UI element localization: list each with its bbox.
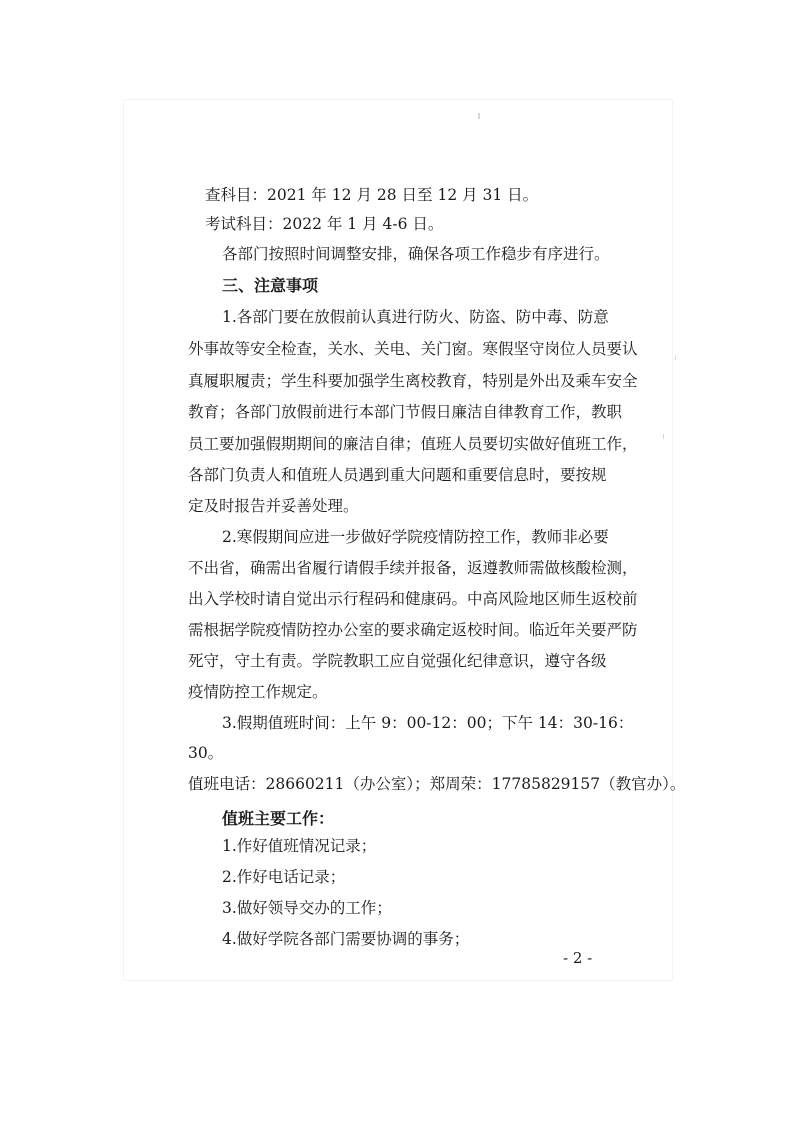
duty-work-heading: 值班主要工作： (222, 809, 335, 828)
safety-paragraph-line: 各部门负责人和值班人员遇到重大问题和重要信息时，要按规 (188, 466, 607, 484)
scan-mark (478, 113, 480, 119)
page-number: - 2 - (563, 949, 593, 967)
safety-paragraph-line: 定及时报告并妥善处理。 (188, 497, 359, 515)
safety-paragraph-line: 员工要加强假期期间的廉洁自律；值班人员要切实做好值班工作， (188, 435, 638, 453)
epidemic-paragraph-line: 出入学校时请自觉出示行程码和健康码。中高风险地区师生返校前 (188, 590, 638, 608)
duty-phone-line: 值班电话：28660211（办公室）；郑周荣：17785829157（教官办）。 (188, 775, 686, 793)
epidemic-paragraph-line: 死守，守土有责。学院教职工应自觉强化纪律意识，遵守各级 (188, 652, 607, 670)
duty-task-item: 1.作好值班情况记录； (222, 837, 377, 855)
safety-paragraph-line: 真履职履责；学生科要加强学生离校教育，特别是外出及乘车安全 (188, 372, 638, 390)
epidemic-paragraph-line: 不出省，确需出省履行请假手续并报备，返遵教师需做核酸检测， (188, 559, 638, 577)
safety-paragraph-line: 教育；各部门放假前进行本部门节假日廉洁自律教育工作，教职 (188, 403, 623, 421)
scan-mark (663, 434, 664, 439)
scan-mark (675, 355, 676, 360)
section-heading: 三、注意事项 (222, 276, 319, 295)
safety-paragraph-line: 1.各部门要在放假前认真进行防火、防盗、防中毒、防意 (222, 308, 609, 326)
schedule-note: 各部门按照时间调整安排，确保各项工作稳步有序进行。 (222, 245, 610, 263)
duty-task-item: 2.作好电话记录； (222, 868, 346, 886)
epidemic-paragraph-line: 疫情防控工作规定。 (188, 683, 328, 701)
epidemic-paragraph-line: 2.寒假期间应进一步做好学院疫情防控工作，教师非必要 (222, 528, 609, 546)
duty-time-line: 30。 (188, 744, 224, 762)
duty-task-item: 4.做好学院各部门需要协调的事务； (222, 930, 470, 948)
duty-task-item: 3.做好领导交办的工作； (222, 899, 392, 917)
duty-time-line: 3.假期值班时间：上午 9：00-12：00；下午 14：30-16： (222, 714, 634, 732)
exam-date-line: 考试科目：2022 年 1 月 4-6 日。 (205, 215, 444, 233)
epidemic-paragraph-line: 需根据学院疫情防控办公室的要求确定返校时间。临近年关要严防 (188, 621, 638, 639)
exam-date-line: 查科目：2021 年 12 月 28 日至 12 月 31 日。 (205, 186, 539, 204)
safety-paragraph-line: 外事故等安全检查，关水、关电、关门窗。寒假坚守岗位人员要认 (188, 340, 638, 358)
